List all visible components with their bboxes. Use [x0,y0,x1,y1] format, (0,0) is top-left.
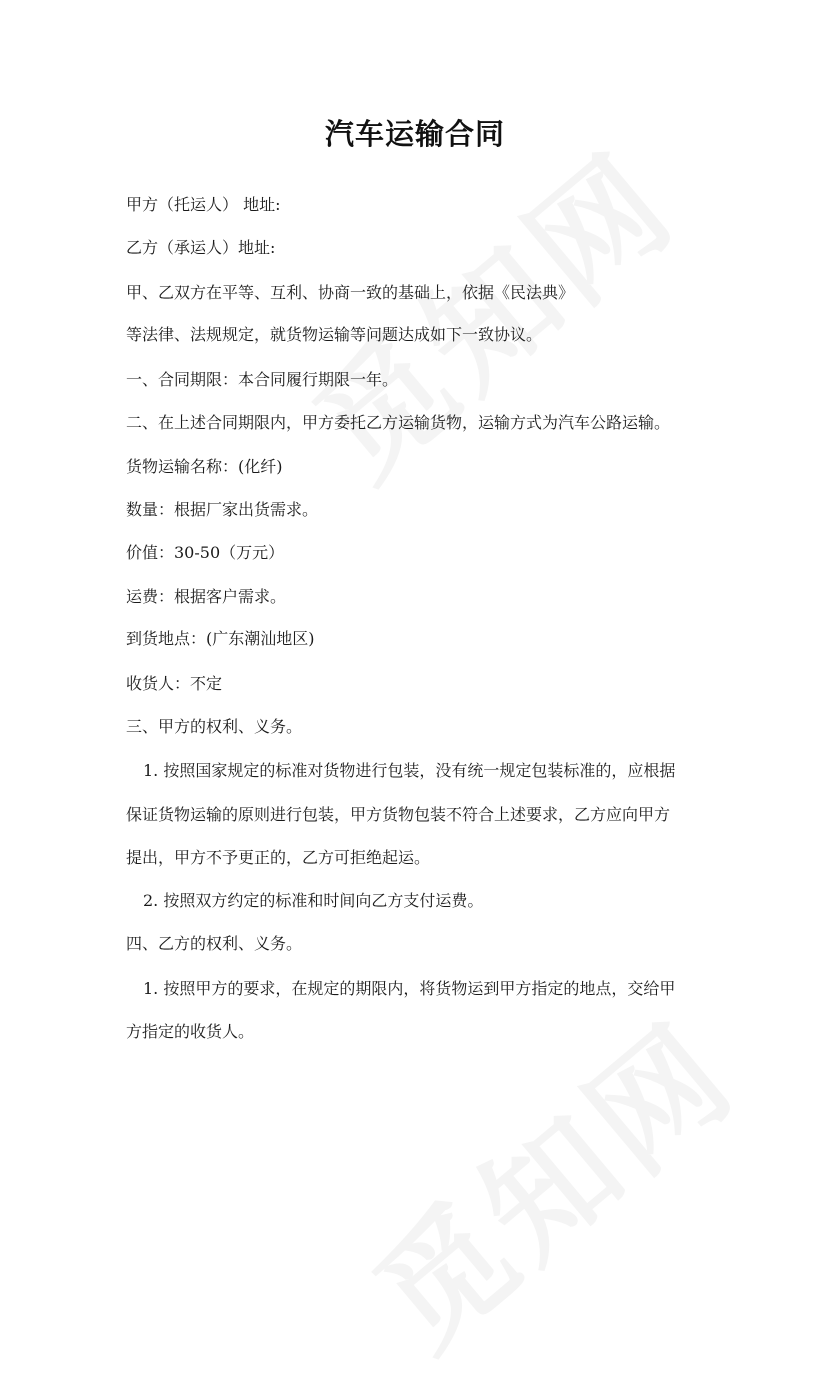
intro-line-1: 甲、乙双方在平等、互利、协商一致的基础上，依据《民法典》 [126,283,575,302]
intro-line-2: 等法律、法规规定，就货物运输等问题达成如下一致协议。 [126,325,543,344]
party-b-line: 乙方（承运人）地址: [126,238,276,257]
section-3-item-1-line-2: 保证货物运输的原则进行包装，甲方货物包装不符合上述要求，乙方应向甲方 [126,805,671,824]
consignee-line: 收货人：不定 [126,674,223,693]
section-2-scope: 二、在上述合同期限内，甲方委托乙方运输货物，运输方式为汽车公路运输。 [126,413,671,432]
document-title: 汽车运输合同 [324,117,505,151]
goods-name-line: 货物运输名称：(化纤) [126,457,283,476]
watermark [330,974,767,1383]
section-3-item-1-line-1: 1. 按照国家规定的标准对货物进行包装，没有统一规定包装标准的，应根据 [143,761,676,780]
section-4-item-1-line-1: 1. 按照甲方的要求，在规定的期限内，将货物运到甲方指定的地点，交给甲 [143,979,676,998]
section-4-heading: 四、乙方的权利、义务。 [126,934,303,953]
section-3-item-1-line-3: 提出，甲方不予更正的，乙方可拒绝起运。 [126,848,431,867]
section-3-item-2: 2. 按照双方约定的标准和时间向乙方支付运费。 [143,891,484,910]
freight-line: 运费：根据客户需求。 [126,587,287,606]
section-1-term: 一、合同期限：本合同履行期限一年。 [126,370,399,389]
party-a-line: 甲方（托运人） 地址: [126,195,281,214]
section-4-item-1-line-2: 方指定的收货人。 [126,1022,255,1041]
value-line: 价值：30-50（万元） [126,543,285,562]
quantity-line: 数量：根据厂家出货需求。 [126,500,319,519]
destination-line: 到货地点：(广东潮汕地区) [126,629,315,648]
section-3-heading: 三、甲方的权利、义务。 [126,717,303,736]
watermark [270,104,707,513]
